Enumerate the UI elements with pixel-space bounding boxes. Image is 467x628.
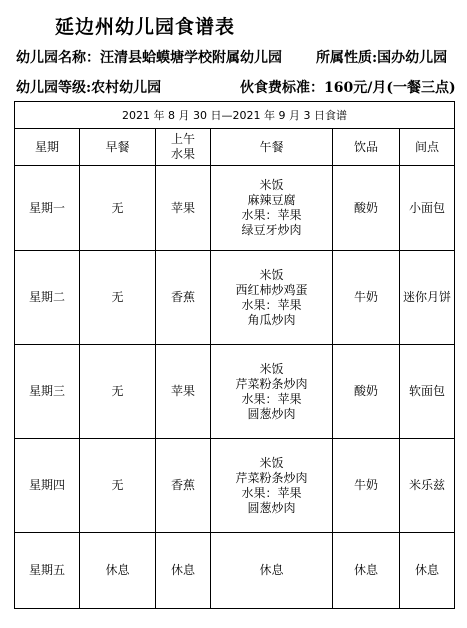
breakfast-cell: 休息 [80,533,156,609]
snack-cell: 小面包 [400,166,455,251]
drink-cell: 休息 [333,533,400,609]
table-row [15,251,455,345]
fruit-cell: 香蕉 [156,439,211,533]
lunch-cell [211,166,333,251]
lunch-item: 角瓜炒肉 [247,312,296,327]
fruit-cell: 苹果 [156,166,211,251]
snack-cell: 迷你月饼 [400,251,455,345]
lunch-item: 水果：苹果 [241,391,302,406]
breakfast-cell: 无 [80,166,156,251]
fruit-cell: 休息 [156,533,211,609]
snack-cell: 休息 [400,533,455,609]
lunch-item: 圆葱炒肉 [247,500,296,515]
breakfast-cell: 无 [80,439,156,533]
drink-cell: 牛奶 [333,439,400,533]
table-row [15,533,455,609]
lunch-cell [211,251,333,345]
lunch-item: 圆葱炒肉 [247,406,296,421]
meal-fee: 伙食费标准：160元/月(一餐三点) [240,80,456,96]
lunch-item: 西红柿炒鸡蛋 [235,282,308,297]
header-row [15,129,455,166]
lunch-item: 绿豆牙炒肉 [241,223,302,237]
lunch-item: 芹菜粉条炒肉 [235,470,308,485]
kindergarten-grade: 幼儿园等级:农村幼儿园 [16,80,162,96]
menu-caption: 2021 年 8 月 30 日—2021 年 9 月 3 日食谱 [15,102,455,129]
lunch-item: 米饭 [259,361,284,376]
lunch-item: 麻辣豆腐 [247,193,296,207]
day-cell: 星期三 [15,345,80,439]
lunch-item: 水果：苹果 [241,485,302,500]
breakfast-cell: 无 [80,345,156,439]
lunch-item: 休息 [259,563,284,577]
fruit-cell: 香蕉 [156,251,211,345]
day-cell: 星期四 [15,439,80,533]
lunch-item: 水果：苹果 [241,208,302,222]
header-breakfast: 早餐 [80,129,156,166]
day-cell: 星期二 [15,251,80,345]
affiliation: 所属性质:国办幼儿园 [316,50,448,66]
lunch-item: 米饭 [259,267,284,282]
table-row [15,166,455,251]
drink-cell: 酸奶 [333,166,400,251]
table-row [15,345,455,439]
fruit-cell: 苹果 [156,345,211,439]
snack-cell: 软面包 [400,345,455,439]
breakfast-cell: 无 [80,251,156,345]
day-cell: 星期五 [15,533,80,609]
header-drink: 饮品 [333,129,400,166]
menu-table [14,101,455,609]
lunch-item: 米饭 [259,455,284,470]
snack-cell: 米乐兹 [400,439,455,533]
page-title: 延边州幼儿园食谱表 [55,16,236,38]
day-cell: 星期一 [15,166,80,251]
lunch-item: 芹菜粉条炒肉 [235,376,308,391]
kindergarten-name: 幼儿园名称：汪清县蛤蟆塘学校附属幼儿园 [16,50,282,66]
lunch-cell [211,533,333,609]
lunch-item: 水果：苹果 [241,297,302,312]
header-day: 星期 [15,129,80,166]
table-row [15,439,455,533]
menu-caption-row [15,102,455,129]
header-fruit: 上午 水果 [156,129,211,166]
lunch-cell [211,439,333,533]
lunch-item: 米饭 [259,178,284,192]
drink-cell: 牛奶 [333,251,400,345]
drink-cell: 酸奶 [333,345,400,439]
lunch-cell [211,345,333,439]
header-lunch: 午餐 [211,129,333,166]
header-snack: 间点 [400,129,455,166]
